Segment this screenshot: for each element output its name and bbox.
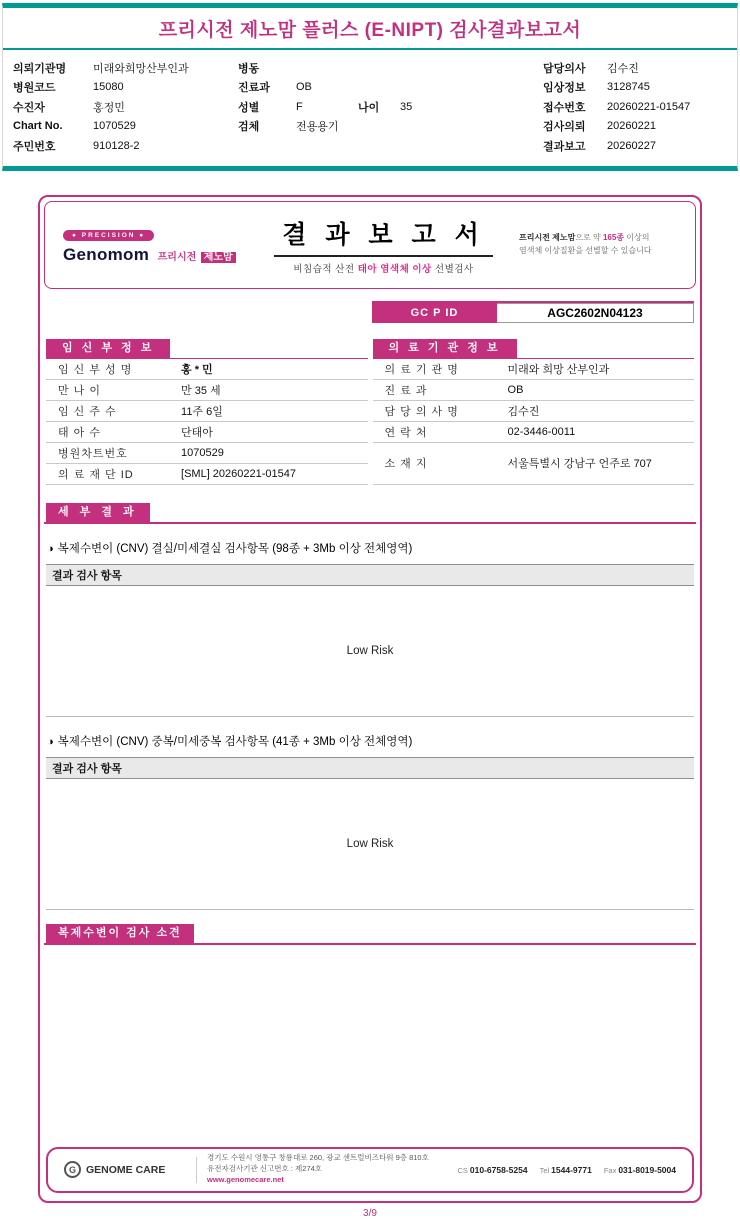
row-label: 소 재 지 — [384, 458, 428, 470]
field-label: 성별 — [238, 101, 260, 114]
footer-fax-contact — [604, 1165, 676, 1175]
genomecare-logo — [64, 1161, 186, 1178]
field-label: 진료과 — [238, 82, 270, 95]
brand-name-kr: 프리시전 — [157, 252, 197, 263]
contact-label: Tel — [539, 1165, 550, 1175]
field-label: 접수번호 — [543, 101, 586, 114]
field-label: 결과보고 — [543, 140, 586, 153]
cnv-deletion-heading — [44, 540, 696, 556]
footer-box — [46, 1147, 694, 1193]
field-label: 검사의뢰 — [543, 121, 586, 134]
row-value: 1070529 — [181, 446, 224, 459]
genomecare-logo-text: GENOME CARE — [86, 1163, 166, 1176]
field-value: 910128-2 — [93, 139, 140, 152]
field-value: 15080 — [93, 81, 124, 94]
field-label: 수진자 — [13, 101, 45, 114]
table-row — [373, 380, 695, 401]
row-value: 서울특별시 강남구 언주로 707 — [507, 458, 652, 470]
row-value: 만 35 세 — [181, 384, 221, 397]
info-row — [543, 117, 727, 137]
genomecare-logo-icon: G — [64, 1161, 81, 1178]
gcpid-label: GC P ID — [372, 303, 497, 323]
footer-address-block — [207, 1153, 429, 1186]
cnv-duplication-result-area — [46, 779, 694, 910]
table-row — [46, 380, 368, 401]
info-row — [543, 97, 727, 117]
row-value: 11주 6일 — [181, 405, 223, 418]
contact-value: 1544-9771 — [551, 1164, 592, 1175]
info-row — [238, 78, 543, 98]
subtitle-accent: 태아 염색체 이상 — [357, 263, 432, 275]
row-label: 병원차트번호 — [58, 447, 128, 460]
row-value: 김수진 — [507, 405, 540, 418]
result-column-header: 결과 검사 항목 — [46, 757, 694, 779]
info-row — [543, 78, 727, 98]
info-row — [543, 58, 727, 78]
table-row — [46, 464, 368, 485]
precision-badge: ● PRECISION ● — [63, 230, 154, 241]
cnv-heading-text: 복제수변이 (CNV) 중복/미세중복 검사항목 (41종 + 3Mb 이상 전체영역) — [57, 735, 413, 748]
tagline-text: 으로 약 — [575, 233, 603, 243]
patient-admin-info — [3, 50, 737, 166]
risk-result-text: Low Risk — [346, 644, 394, 657]
risk-result-text: Low Risk — [346, 837, 394, 850]
report-tagline — [519, 232, 677, 257]
table-row — [373, 359, 695, 380]
admin-info-left-column — [13, 58, 238, 156]
half-circle-icon: ◑ — [47, 735, 54, 748]
gcpid-group — [372, 301, 694, 323]
row-label: 담 당 의 사 명 — [384, 405, 459, 418]
admin-info-right-column — [543, 58, 727, 156]
genomom-logo — [63, 224, 248, 265]
field-value: 3128745 — [607, 81, 650, 94]
field-label: 병원코드 — [13, 82, 56, 95]
field-label: 주민번호 — [13, 140, 56, 153]
brand-line — [63, 245, 248, 265]
field-label: 검체 — [238, 121, 260, 134]
field-value: 김수진 — [607, 62, 639, 75]
row-label: 진 료 과 — [384, 384, 428, 397]
info-row — [238, 97, 543, 117]
row-label: 임 신 주 수 — [58, 405, 117, 418]
cnv-findings-section-bar — [44, 924, 696, 945]
info-row — [13, 136, 238, 156]
row-value: 미래와 희망 산부인과 — [507, 363, 610, 376]
contact-label: Fax — [603, 1165, 617, 1175]
field-label: 나이 — [358, 101, 380, 114]
row-label: 의 료 기 관 명 — [384, 363, 459, 376]
table-row — [46, 443, 368, 464]
cnv-heading-text: 복제수변이 (CNV) 결실/미세결실 검사항목 (98종 + 3Mb 이상 전체영역) — [57, 542, 413, 555]
tagline-brand: 프리시전 제노맘 — [519, 233, 576, 243]
tagline-text: 이상의 — [624, 233, 650, 243]
brand-name-kr-badge: 제노맘 — [201, 252, 236, 263]
field-value: 35 — [400, 100, 413, 113]
row-label: 태 아 수 — [58, 426, 101, 439]
info-row — [238, 58, 543, 78]
detailed-results-badge: 세 부 결 과 — [46, 503, 150, 522]
field-value: OB — [296, 81, 312, 94]
detailed-results-section-bar — [44, 503, 696, 524]
clinic-info-table — [373, 339, 695, 485]
report-header-block — [2, 3, 738, 171]
field-value: F — [296, 100, 303, 113]
field-label: Chart No. — [13, 120, 63, 133]
row-value: 홍 * 민 — [181, 363, 213, 376]
footer-tel-contact — [540, 1165, 592, 1175]
page-number: 3/9 — [363, 1207, 377, 1219]
info-row — [238, 117, 543, 137]
cnv-duplication-heading — [44, 733, 696, 749]
contact-value: 010-6758-5254 — [469, 1164, 528, 1175]
contact-value: 031-8019-5004 — [618, 1164, 676, 1175]
row-label: 연 락 처 — [384, 426, 428, 439]
field-label: 병동 — [238, 62, 260, 75]
row-value: [SML] 20260221-01547 — [181, 467, 296, 480]
info-row — [543, 136, 727, 156]
row-value: 02-3446-0011 — [507, 425, 576, 438]
cnv-deletion-result-area — [46, 586, 694, 717]
table-row — [373, 422, 695, 443]
row-value: 단태아 — [181, 426, 213, 439]
gcpid-value: AGC2602N04123 — [497, 303, 694, 323]
table-row — [46, 401, 368, 422]
table-row — [46, 422, 368, 443]
field-value: 전용용기 — [296, 121, 339, 134]
half-circle-icon: ◑ — [47, 542, 54, 555]
field-value: 미래와희망산부인과 — [93, 62, 189, 75]
contact-label: CS — [457, 1165, 468, 1175]
table-row — [373, 443, 695, 485]
footer-contacts — [457, 1165, 676, 1175]
footer-divider — [196, 1157, 197, 1183]
info-row — [13, 97, 238, 117]
field-value: 20260221-01547 — [607, 100, 691, 113]
info-row — [13, 117, 238, 137]
row-label: 의 료 재 단 ID — [58, 468, 134, 481]
maternal-table-header-bar — [46, 339, 368, 359]
maternal-info-table — [46, 339, 368, 485]
info-row — [13, 58, 238, 78]
result-column-header: 결과 검사 항목 — [46, 564, 694, 586]
admin-info-middle-column — [238, 58, 543, 156]
clinic-table-header: 의 료 기 관 정 보 — [373, 339, 517, 358]
report-title-block — [248, 215, 519, 275]
maternal-table-header: 임 신 부 정 보 — [46, 339, 170, 358]
footer-cs-contact — [457, 1165, 527, 1175]
field-label: 의뢰기관명 — [13, 62, 67, 75]
field-label: 담당의사 — [543, 62, 586, 75]
tagline-count: 165종 — [602, 233, 625, 243]
row-label: 임 신 부 성 명 — [58, 363, 133, 376]
report-title: 결 과 보 고 서 — [274, 215, 493, 257]
table-row — [373, 401, 695, 422]
cnv-findings-badge: 복제수변이 검사 소견 — [46, 924, 194, 943]
result-report-card — [38, 195, 702, 1203]
report-subtitle — [248, 261, 519, 275]
subtitle-text: 비침습적 산전 — [293, 263, 358, 275]
field-value: 20260227 — [607, 139, 656, 152]
field-value: 홍정민 — [93, 101, 125, 114]
field-value: 20260221 — [607, 120, 656, 133]
row-value: OB — [507, 383, 524, 396]
field-label: 임상정보 — [543, 82, 586, 95]
row-label: 만 나 이 — [58, 384, 101, 397]
table-row — [46, 359, 368, 380]
subtitle-text: 선별검사 — [431, 263, 474, 275]
report-card-header — [44, 201, 696, 289]
brand-name-en: Genomom — [63, 245, 150, 264]
field-value: 1070529 — [93, 120, 136, 133]
footer-license: 유전자검사기관 신고번호 : 제274호 — [207, 1164, 323, 1174]
report-main-title: 프리시전 제노맘 플러스 (E-NIPT) 검사결과보고서 — [3, 8, 737, 50]
footer-address: 경기도 수원시 영통구 창룡대로 260, 광교 센트럴비즈타워 9층 810호 — [207, 1153, 429, 1163]
info-row — [13, 78, 238, 98]
info-tables-row — [44, 339, 696, 485]
tagline-text: 염색체 이상질환을 선별할 수 있습니다 — [519, 245, 652, 255]
clinic-table-header-bar — [373, 339, 695, 359]
gcpid-row — [44, 301, 696, 323]
footer-website: www.genomecare.net — [207, 1174, 284, 1184]
